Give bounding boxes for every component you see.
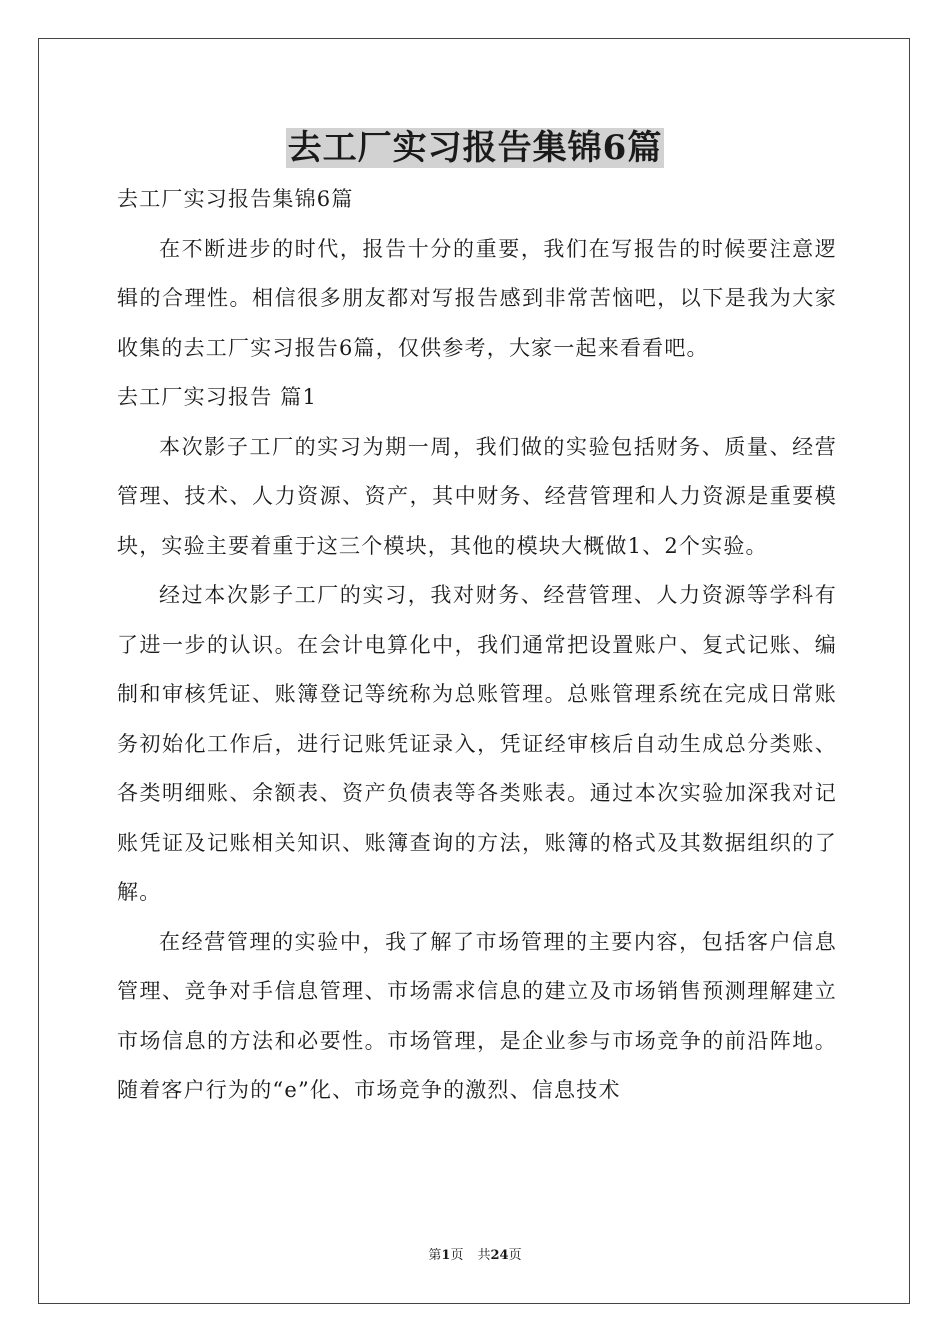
page-footer <box>0 1247 950 1265</box>
body-paragraph-3: 在经营管理的实验中，我了解了市场管理的主要内容，包括客户信息管理、竞争对手信息管理、市场需求信息的建立及市场销售预测理解建立市场信息的方法和必要性。市场管理，是企业参与市场竞争的前沿阵地。随着客户行为的“e”化、市场竞争的激烈、信息技术 <box>117 929 837 1102</box>
document-subtitle: 去工厂实习报告集锦6篇 <box>117 187 354 211</box>
intro-paragraph: 在不断进步的时代，报告十分的重要，我们在写报告的时候要注意逻辑的合理性。相信很多朋友都对写报告感到非常苦恼吧，以下是我为大家收集的去工厂实习报告6篇，仅供参考，大家一起来看看吧。 <box>117 236 837 360</box>
document-body <box>117 175 837 1116</box>
body-paragraph-2: 经过本次影子工厂的实习，我对财务、经营管理、人力资源等学科有了进一步的认识。在会计电算化中，我们通常把设置账户、复式记账、编制和审核凭证、账簿登记等统称为总账管理。总账管理系统在完成日常账务初始化工作后，进行记账凭证录入，凭证经审核后自动生成总分类账、各类明细账、余额表、资产负债表等各类账表。通过本次实验加深我对记账凭证及记账相关知识、账簿查询的方法，账簿的格式及其数据组织的了解。 <box>117 583 837 904</box>
section-heading: 去工厂实习报告 篇1 <box>117 385 318 409</box>
page-total: 共24页 <box>477 1248 522 1263</box>
document-title-text: 去工厂实习报告集锦6篇 <box>287 128 663 168</box>
document-title <box>0 124 950 172</box>
body-paragraph-1: 本次影子工厂的实习为期一周，我们做的实验包括财务、质量、经营管理、技术、人力资源、资产，其中财务、经营管理和人力资源是重要模块，实验主要着重于这三个模块，其他的模块大概做1、2个实验。 <box>117 434 837 558</box>
page-number: 第1页 <box>428 1248 464 1263</box>
